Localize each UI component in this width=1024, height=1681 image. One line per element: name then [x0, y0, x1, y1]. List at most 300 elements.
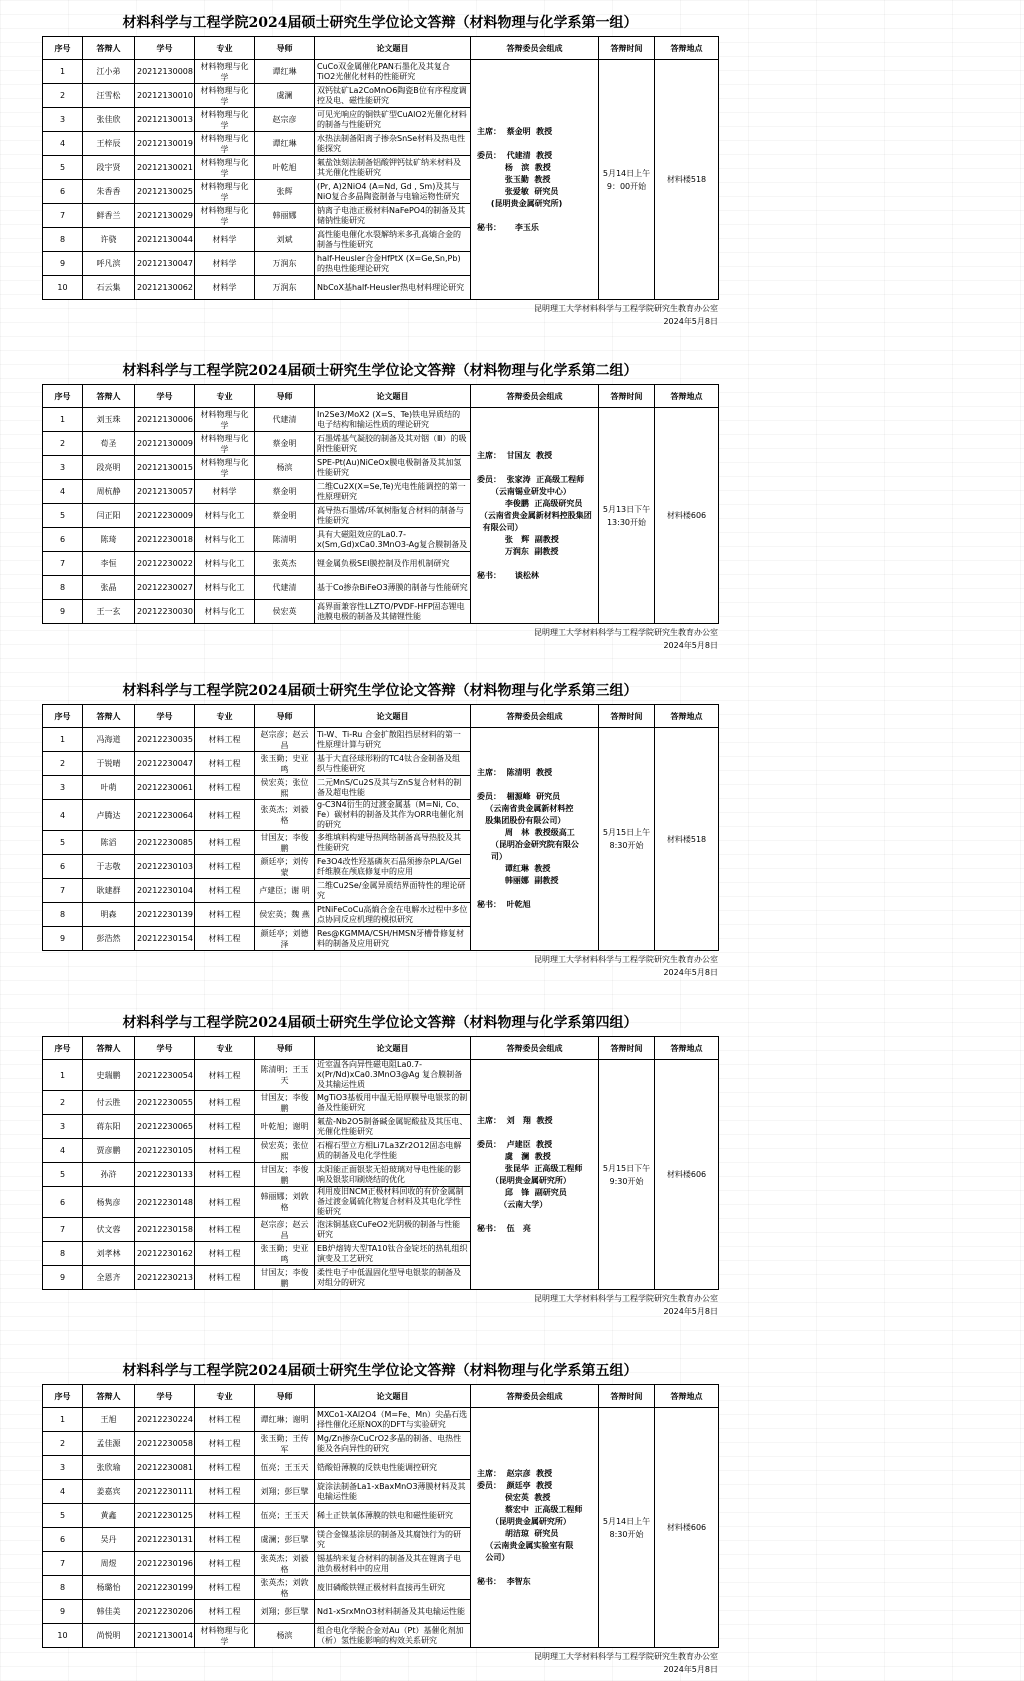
cell-advisor: 张玉勤；王传军	[255, 1432, 315, 1456]
cell-index: 8	[43, 576, 83, 600]
cell-index: 9	[43, 600, 83, 624]
cell-student-id: 20212230131	[135, 1528, 195, 1552]
cell-student-id: 20212130047	[135, 252, 195, 276]
cell-major: 材料与化工	[195, 576, 255, 600]
column-header: 答辩地点	[655, 1037, 719, 1060]
cell-advisor: 杨滨	[255, 1624, 315, 1648]
table-header-row	[43, 705, 719, 728]
cell-student-id: 20212130013	[135, 108, 195, 132]
group-title: 材料科学与工程学院2024届硕士研究生学位论文答辩（材料物理与化学系第一组）	[122, 15, 638, 31]
cell-advisor: 刘翔；彭巨擘	[255, 1600, 315, 1624]
cell-thesis-title: 二元MnS/Cu2S及其与ZnS复合材料的制备及超电性能	[315, 776, 471, 800]
cell-student-id: 20212130019	[135, 132, 195, 156]
column-header: 答辩地点	[655, 37, 719, 60]
cell-thesis-title: 利用废旧NCM正极材料回收的有价金属制备过渡金属硫化物复合材料及其电化学性能研究	[315, 1187, 471, 1218]
cell-candidate: 荀圣	[83, 432, 135, 456]
cell-candidate: 周杭静	[83, 480, 135, 504]
cell-advisor: 谭红琳；谢明	[255, 1408, 315, 1432]
cell-major: 材料工程	[195, 1600, 255, 1624]
cell-advisor: 叶乾旭	[255, 156, 315, 180]
cell-advisor: 谭红琳	[255, 60, 315, 84]
column-header: 导师	[255, 385, 315, 408]
footer-block	[42, 624, 718, 652]
cell-thesis-title: Nd1-xSrxMnO3材料制备及其电输运性能	[315, 1600, 471, 1624]
cell-student-id: 20212230206	[135, 1600, 195, 1624]
defense-group-section	[42, 1010, 718, 1318]
cell-major: 材料物理与化学	[195, 456, 255, 480]
footer-date: 2024年5月8日	[663, 641, 718, 650]
cell-thesis-title: 组合电化学脱合金对Au（Pt）基催化剂加（析）氢性能影响的构效关系研究	[315, 1624, 471, 1648]
column-header: 答辩人	[83, 1385, 135, 1408]
cell-index: 6	[43, 1528, 83, 1552]
cell-major: 材料学	[195, 276, 255, 300]
cell-index: 8	[43, 1242, 83, 1266]
cell-student-id: 20212130025	[135, 180, 195, 204]
cell-index: 2	[43, 84, 83, 108]
cell-thesis-title: half-Heusler合金HfPtX (X=Ge,Sn,Pb)的热电性能理论研究	[315, 252, 471, 276]
cell-index: 1	[43, 1408, 83, 1432]
cell-candidate: 伏文蓉	[83, 1218, 135, 1242]
cell-advisor: 虞澜	[255, 84, 315, 108]
cell-thesis-title: 锡基纳米复合材料的制备及其在锂离子电池负极材料中的应用	[315, 1552, 471, 1576]
cell-major: 材料工程	[195, 1432, 255, 1456]
defense-time: 5月14日上午 9：00开始	[599, 60, 655, 300]
column-header: 导师	[255, 705, 315, 728]
cell-student-id: 20212230224	[135, 1408, 195, 1432]
committee-composition: 主席： 蔡金明 教授 委员： 代建清 教授 杨 滨 教授 张玉勤 教授 张爱敏 研究员 (昆明贵金属研究所) 秘书： 李玉乐	[471, 60, 599, 300]
cell-thesis-title: 可见光响应的铜铁矿型CuAlO2光催化材料的制备与性能研究	[315, 108, 471, 132]
cell-index: 9	[43, 927, 83, 951]
cell-candidate: 吴丹	[83, 1528, 135, 1552]
group-title: 材料科学与工程学院2024届硕士研究生学位论文答辩（材料物理与化学系第二组）	[122, 363, 638, 379]
cell-candidate: 汪雪松	[83, 84, 135, 108]
cell-candidate: 周煜	[83, 1552, 135, 1576]
cell-student-id: 20212230154	[135, 927, 195, 951]
cell-index: 10	[43, 1624, 83, 1648]
cell-candidate: 孟佳源	[83, 1432, 135, 1456]
cell-candidate: 耿建群	[83, 879, 135, 903]
cell-advisor: 颜廷亭；刘德泽	[255, 927, 315, 951]
cell-major: 材料工程	[195, 728, 255, 752]
cell-thesis-title: 具有大磁阻效应的La0.7-x(Sm,Gd)xCa0.3MnO3-Ag复合膜制备及	[315, 528, 471, 552]
cell-thesis-title: Fe3O4改性羟基磷灰石晶须掺杂PLA/Gel纤维膜在颅底修复中的应用	[315, 855, 471, 879]
column-header: 导师	[255, 1037, 315, 1060]
cell-advisor: 张辉	[255, 180, 315, 204]
cell-thesis-title: 双钙钛矿La2CoMnO6陶瓷B位有序程度调控及电、磁性能研究	[315, 84, 471, 108]
cell-major: 材料学	[195, 252, 255, 276]
defense-schedule-table	[42, 1036, 719, 1290]
table-header-row	[43, 1385, 719, 1408]
defense-venue: 材料楼518	[655, 728, 719, 951]
cell-student-id: 20212130006	[135, 408, 195, 432]
cell-index: 10	[43, 276, 83, 300]
cell-student-id: 20212130021	[135, 156, 195, 180]
cell-candidate: 姜嘉宾	[83, 1480, 135, 1504]
column-header: 论文题目	[315, 705, 471, 728]
cell-student-id: 20212130008	[135, 60, 195, 84]
cell-advisor: 虞澜；彭巨擘	[255, 1528, 315, 1552]
cell-advisor: 叶乾旭；谢明	[255, 1115, 315, 1139]
cell-index: 3	[43, 456, 83, 480]
column-header: 序号	[43, 1037, 83, 1060]
column-header: 专业	[195, 705, 255, 728]
cell-advisor: 侯宏英；张位熙	[255, 1139, 315, 1163]
group-title: 材料科学与工程学院2024届硕士研究生学位论文答辩（材料物理与化学系第三组）	[122, 683, 638, 699]
cell-candidate: 王梓辰	[83, 132, 135, 156]
column-header: 答辩地点	[655, 1385, 719, 1408]
cell-advisor: 张英杰；刘敦格	[255, 1576, 315, 1600]
cell-student-id: 20212230104	[135, 879, 195, 903]
cell-major: 材料与化工	[195, 504, 255, 528]
cell-advisor: 甘国友；李俊鹏	[255, 1266, 315, 1290]
cell-major: 材料物理与化学	[195, 432, 255, 456]
table-row	[43, 1060, 719, 1091]
footer-date: 2024年5月8日	[663, 968, 718, 977]
cell-major: 材料工程	[195, 1115, 255, 1139]
cell-student-id: 20212230213	[135, 1266, 195, 1290]
cell-candidate: 付云胜	[83, 1091, 135, 1115]
cell-thesis-title: (Pr, A)2NiO4 (A=Nd, Gd , Sm)及其与NiO复合多晶陶瓷制备与电输运物性研究	[315, 180, 471, 204]
cell-thesis-title: Res@KGMMA/CSH/HMSN牙槽骨修复材料的制备及应用研究	[315, 927, 471, 951]
cell-advisor: 张英杰	[255, 552, 315, 576]
footer-date: 2024年5月8日	[663, 1665, 718, 1674]
cell-candidate: 鲜香兰	[83, 204, 135, 228]
column-header: 学号	[135, 385, 195, 408]
cell-advisor: 张英杰；刘毅格	[255, 800, 315, 831]
cell-student-id: 20212230139	[135, 903, 195, 927]
cell-index: 7	[43, 552, 83, 576]
cell-thesis-title: 泡沫铜基底CuFeO2光阴极的制备与性能研究	[315, 1218, 471, 1242]
cell-major: 材料与化工	[195, 600, 255, 624]
cell-thesis-title: 稀土正铁氧体薄膜的铁电和磁性能研究	[315, 1504, 471, 1528]
footer-date: 2024年5月8日	[663, 1307, 718, 1316]
cell-index: 6	[43, 855, 83, 879]
column-header: 序号	[43, 37, 83, 60]
cell-candidate: 陈滔	[83, 831, 135, 855]
cell-major: 材料工程	[195, 1242, 255, 1266]
cell-advisor: 韩丽娜	[255, 204, 315, 228]
cell-index: 5	[43, 1504, 83, 1528]
cell-thesis-title: 高性能电催化水裂解纳米多孔高熵合金的制备与性能研究	[315, 228, 471, 252]
footer-organization: 昆明理工大学材料科学与工程学院研究生教育办公室	[534, 1294, 718, 1303]
defense-group-section	[42, 10, 718, 328]
cell-candidate: 许骁	[83, 228, 135, 252]
cell-index: 7	[43, 879, 83, 903]
cell-advisor: 杨滨	[255, 456, 315, 480]
cell-major: 材料与化工	[195, 552, 255, 576]
cell-index: 7	[43, 1552, 83, 1576]
cell-major: 材料工程	[195, 752, 255, 776]
cell-student-id: 20212230009	[135, 504, 195, 528]
column-header: 导师	[255, 37, 315, 60]
defense-schedule-table	[42, 36, 719, 300]
cell-thesis-title: 近室温各向异性磁电阻La0.7-x(Pr/Nd)xCa0.3MnO3@Ag 复合膜制备及其输运性质	[315, 1060, 471, 1091]
table-row	[43, 1408, 719, 1432]
cell-student-id: 20212230103	[135, 855, 195, 879]
cell-major: 材料工程	[195, 1504, 255, 1528]
cell-index: 4	[43, 1139, 83, 1163]
cell-thesis-title: 柔性电子中低温固化型导电银浆的制备及对组分的研究	[315, 1266, 471, 1290]
table-header-row	[43, 1037, 719, 1060]
cell-student-id: 20212230027	[135, 576, 195, 600]
cell-candidate: 闫正阳	[83, 504, 135, 528]
cell-advisor: 卢建臣；谢 明	[255, 879, 315, 903]
cell-student-id: 20212230105	[135, 1139, 195, 1163]
cell-major: 材料物理与化学	[195, 1624, 255, 1648]
cell-advisor: 侯宏英；魏 燕	[255, 903, 315, 927]
cell-candidate: 段亮明	[83, 456, 135, 480]
footer-organization: 昆明理工大学材料科学与工程学院研究生教育办公室	[534, 628, 718, 637]
cell-index: 9	[43, 1600, 83, 1624]
cell-thesis-title: In2Se3/MoX2 (X=S、Te)铁电异质结的电子结构和输运性质的理论研究	[315, 408, 471, 432]
cell-major: 材料工程	[195, 879, 255, 903]
cell-advisor: 刘斌	[255, 228, 315, 252]
cell-candidate: 江小弟	[83, 60, 135, 84]
cell-index: 3	[43, 1456, 83, 1480]
column-header: 学号	[135, 705, 195, 728]
cell-major: 材料物理与化学	[195, 132, 255, 156]
cell-index: 2	[43, 1091, 83, 1115]
column-header: 专业	[195, 1385, 255, 1408]
column-header: 答辩时间	[599, 37, 655, 60]
cell-candidate: 彭浩然	[83, 927, 135, 951]
cell-advisor: 甘国友；李俊鹏	[255, 1163, 315, 1187]
cell-index: 3	[43, 1115, 83, 1139]
cell-student-id: 20212130009	[135, 432, 195, 456]
cell-student-id: 20212230018	[135, 528, 195, 552]
cell-thesis-title: NbCoX基half-Heusler热电材料理论研究	[315, 276, 471, 300]
cell-candidate: 贾彦鹏	[83, 1139, 135, 1163]
cell-advisor: 张英杰；刘毅格	[255, 1552, 315, 1576]
cell-index: 1	[43, 1060, 83, 1091]
cell-student-id: 20212130015	[135, 456, 195, 480]
defense-time: 5月15日下午 9:30开始	[599, 1060, 655, 1290]
cell-index: 5	[43, 504, 83, 528]
cell-thesis-title: Ti-W、Ti-Ru 合金扩散阻挡层材料的第一性原理计算与研究	[315, 728, 471, 752]
cell-thesis-title: 基于大直径球形粉的TC4钛合金制备及组织与性能研究	[315, 752, 471, 776]
defense-time: 5月15日上午 8:30开始	[599, 728, 655, 951]
cell-thesis-title: MXCo1-XAl2O4（M=Fe、Mn）尖晶石选择性催化还原NOX的DFT与实验研究	[315, 1408, 471, 1432]
footer-block	[42, 300, 718, 328]
column-header: 论文题目	[315, 1037, 471, 1060]
cell-candidate: 段宇贤	[83, 156, 135, 180]
cell-advisor: 赵宗彦	[255, 108, 315, 132]
defense-venue: 材料楼606	[655, 1408, 719, 1648]
cell-student-id: 20212230061	[135, 776, 195, 800]
cell-index: 4	[43, 132, 83, 156]
cell-advisor: 万润东	[255, 276, 315, 300]
cell-student-id: 20212230133	[135, 1163, 195, 1187]
cell-candidate: 全恩齐	[83, 1266, 135, 1290]
cell-student-id: 20212230125	[135, 1504, 195, 1528]
cell-major: 材料工程	[195, 831, 255, 855]
cell-candidate: 叶萌	[83, 776, 135, 800]
cell-candidate: 尚悦明	[83, 1624, 135, 1648]
cell-major: 材料工程	[195, 1163, 255, 1187]
table-header-row	[43, 385, 719, 408]
cell-index: 8	[43, 1576, 83, 1600]
cell-candidate: 韩佳美	[83, 1600, 135, 1624]
cell-thesis-title: 石榴石型立方相Li7La3Zr2O12固态电解质的制备及电化学性能	[315, 1139, 471, 1163]
cell-major: 材料工程	[195, 1528, 255, 1552]
cell-thesis-title: PtNiFeCoCu高熵合金在电解水过程中多位点协同反应机理的模拟研究	[315, 903, 471, 927]
cell-candidate: 李恒	[83, 552, 135, 576]
column-header: 答辩委员会组成	[471, 37, 599, 60]
cell-thesis-title: 旋涂法制备La1-xBaxMnO3薄膜材料及其电输运性能	[315, 1480, 471, 1504]
cell-major: 材料工程	[195, 1456, 255, 1480]
cell-candidate: 于锐晴	[83, 752, 135, 776]
cell-student-id: 20212230148	[135, 1187, 195, 1218]
cell-candidate: 明森	[83, 903, 135, 927]
cell-advisor: 陈清明；王玉天	[255, 1060, 315, 1091]
column-header: 学号	[135, 37, 195, 60]
column-header: 论文题目	[315, 37, 471, 60]
column-header: 答辩时间	[599, 705, 655, 728]
cell-index: 5	[43, 831, 83, 855]
cell-major: 材料工程	[195, 1218, 255, 1242]
cell-index: 6	[43, 1187, 83, 1218]
cell-advisor: 颜廷亭；刘传蒙	[255, 855, 315, 879]
cell-thesis-title: 基于Co掺杂BiFeO3薄膜的制备与性能研究	[315, 576, 471, 600]
cell-index: 1	[43, 728, 83, 752]
cell-advisor: 代建清	[255, 576, 315, 600]
cell-thesis-title: 氟盐-Nb2O5制备碱金属铌酸盐及其压电、光催化性能研究	[315, 1115, 471, 1139]
cell-thesis-title: 锂金属负极SEI膜控制及作用机制研究	[315, 552, 471, 576]
defense-schedule-table	[42, 1384, 719, 1648]
column-header: 序号	[43, 705, 83, 728]
cell-index: 4	[43, 800, 83, 831]
cell-candidate: 朱香香	[83, 180, 135, 204]
cell-student-id: 20212230058	[135, 1432, 195, 1456]
footer-block	[42, 1290, 718, 1318]
footer-organization: 昆明理工大学材料科学与工程学院研究生教育办公室	[534, 955, 718, 964]
committee-composition: 主席： 赵宗彦 教授 委员： 颜廷亭 教授 侯宏英 教授 蔡宏中 正高级工程师 （昆明贵金属研究所） 胡洁琼 研究员 （云南贵金属实验室有限 公司） 秘书： 李智东	[471, 1408, 599, 1648]
cell-advisor: 赵宗彦；赵云昌	[255, 728, 315, 752]
footer-block	[42, 951, 718, 979]
cell-candidate: 张晶	[83, 576, 135, 600]
cell-student-id: 20212230162	[135, 1242, 195, 1266]
column-header: 答辩人	[83, 1037, 135, 1060]
cell-index: 4	[43, 480, 83, 504]
cell-major: 材料工程	[195, 1552, 255, 1576]
cell-thesis-title: 钠离子电池正极材料NaFePO4的制备及其储钠性能研究	[315, 204, 471, 228]
defense-venue: 材料楼606	[655, 408, 719, 624]
cell-major: 材料工程	[195, 903, 255, 927]
cell-candidate: 石云集	[83, 276, 135, 300]
cell-candidate: 王一玄	[83, 600, 135, 624]
column-header: 序号	[43, 385, 83, 408]
cell-advisor: 张玉勤；史亚鸣	[255, 752, 315, 776]
defense-venue: 材料楼518	[655, 60, 719, 300]
cell-thesis-title: CuCo双金属催化PAN石墨化及其复合TiO2光催化材料的性能研究	[315, 60, 471, 84]
defense-schedule-table	[42, 704, 719, 951]
cell-advisor: 张玉勤；史亚鸣	[255, 1242, 315, 1266]
cell-index: 3	[43, 776, 83, 800]
cell-index: 2	[43, 752, 83, 776]
cell-major: 材料工程	[195, 1187, 255, 1218]
cell-candidate: 张欣瑜	[83, 1456, 135, 1480]
cell-advisor: 侯宏英；张位熙	[255, 776, 315, 800]
cell-index: 7	[43, 204, 83, 228]
defense-time: 5月13日下午 13:30开始	[599, 408, 655, 624]
cell-advisor: 刘翔；彭巨擘	[255, 1480, 315, 1504]
cell-thesis-title: g-C3N4衍生的过渡金属基（M=Ni, Co、Fe）碳材料的制备及其作为ORR电催化剂的研究	[315, 800, 471, 831]
cell-advisor: 侯宏英	[255, 600, 315, 624]
cell-thesis-title: EB炉熔铸大型TA10钛合金锭坯的热轧组织演变及工艺研究	[315, 1242, 471, 1266]
cell-candidate: 张佳欣	[83, 108, 135, 132]
table-header-row	[43, 37, 719, 60]
footer-organization: 昆明理工大学材料科学与工程学院研究生教育办公室	[534, 1652, 718, 1661]
cell-student-id: 20212130010	[135, 84, 195, 108]
column-header: 答辩地点	[655, 705, 719, 728]
cell-advisor: 韩丽娜；刘敦格	[255, 1187, 315, 1218]
cell-index: 8	[43, 228, 83, 252]
cell-thesis-title: 太阳能正面银浆无铅玻璃对导电性能的影响及银浆印刷烧结的优化	[315, 1163, 471, 1187]
cell-candidate: 呼凡滨	[83, 252, 135, 276]
column-header: 学号	[135, 1037, 195, 1060]
defense-group-section	[42, 358, 718, 652]
cell-student-id: 20212230054	[135, 1060, 195, 1091]
cell-student-id: 20212230196	[135, 1552, 195, 1576]
cell-candidate: 黄鑫	[83, 1504, 135, 1528]
cell-student-id: 20212130029	[135, 204, 195, 228]
cell-candidate: 杨隽彦	[83, 1187, 135, 1218]
cell-index: 4	[43, 1480, 83, 1504]
cell-major: 材料工程	[195, 1139, 255, 1163]
cell-major: 材料工程	[195, 776, 255, 800]
cell-thesis-title: 锆酸铅薄膜的反铁电性能调控研究	[315, 1456, 471, 1480]
column-header: 导师	[255, 1385, 315, 1408]
cell-thesis-title: 二维Cu2X(X=Se,Te)光电性能调控的第一性原理研究	[315, 480, 471, 504]
cell-major: 材料物理与化学	[195, 108, 255, 132]
cell-student-id: 20212230085	[135, 831, 195, 855]
cell-advisor: 伍亮；王玉天	[255, 1504, 315, 1528]
cell-student-id: 20212230055	[135, 1091, 195, 1115]
column-header: 答辩时间	[599, 1037, 655, 1060]
cell-student-id: 20212230081	[135, 1456, 195, 1480]
cell-advisor: 伍亮；王玉天	[255, 1456, 315, 1480]
cell-major: 材料工程	[195, 855, 255, 879]
cell-thesis-title: MgTiO3基板用中温无铅厚膜导电银浆的制备及性能研究	[315, 1091, 471, 1115]
table-row	[43, 408, 719, 432]
cell-major: 材料物理与化学	[195, 156, 255, 180]
cell-index: 1	[43, 408, 83, 432]
cell-advisor: 蔡金明	[255, 480, 315, 504]
cell-index: 7	[43, 1218, 83, 1242]
cell-index: 5	[43, 1163, 83, 1187]
column-header: 专业	[195, 1037, 255, 1060]
cell-major: 材料学	[195, 228, 255, 252]
column-header: 论文题目	[315, 1385, 471, 1408]
cell-candidate: 史瑞鹏	[83, 1060, 135, 1091]
cell-index: 6	[43, 528, 83, 552]
cell-major: 材料物理与化学	[195, 60, 255, 84]
footer-block	[42, 1648, 718, 1676]
cell-advisor: 赵宗彦；赵云昌	[255, 1218, 315, 1242]
cell-major: 材料物理与化学	[195, 180, 255, 204]
column-header: 答辩委员会组成	[471, 1385, 599, 1408]
cell-major: 材料工程	[195, 1480, 255, 1504]
cell-candidate: 冯海道	[83, 728, 135, 752]
defense-schedule-table	[42, 384, 719, 624]
table-row	[43, 60, 719, 84]
table-row	[43, 728, 719, 752]
cell-candidate: 卢腾达	[83, 800, 135, 831]
defense-venue: 材料楼606	[655, 1060, 719, 1290]
cell-thesis-title: 二维Cu2Se/金属异质结界面特性的理论研究	[315, 879, 471, 903]
column-header: 答辩时间	[599, 1385, 655, 1408]
column-header: 答辩委员会组成	[471, 705, 599, 728]
